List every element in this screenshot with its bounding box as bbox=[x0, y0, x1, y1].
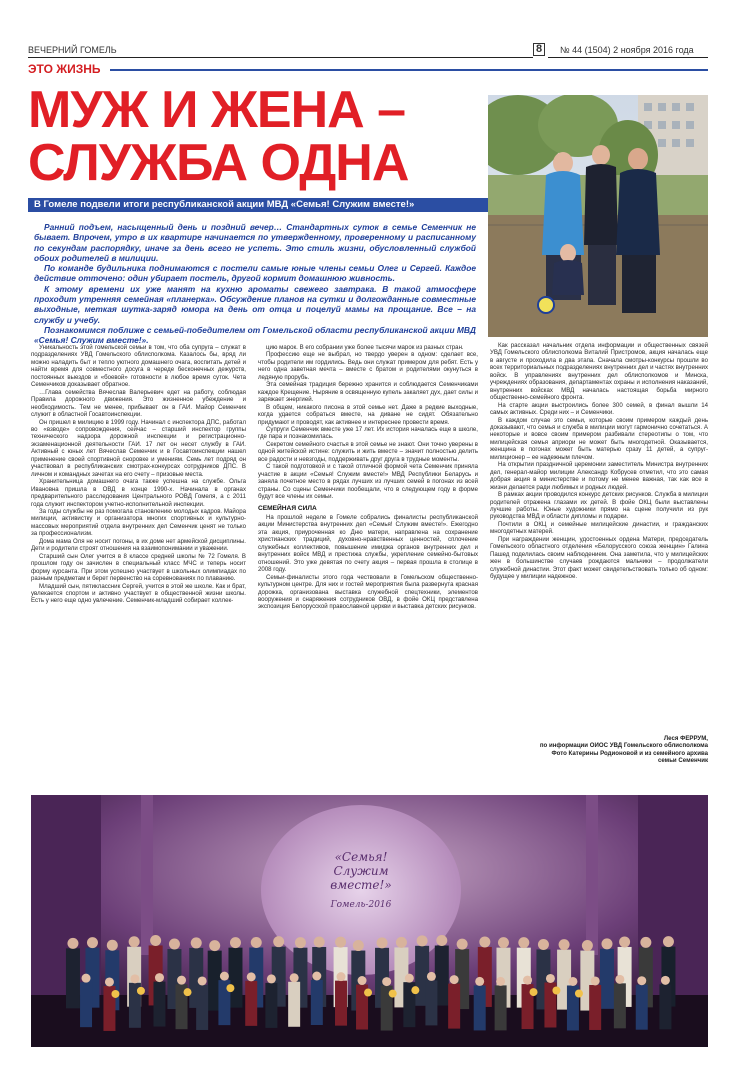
family-photo bbox=[488, 95, 708, 337]
col2b-p2: Семьи-финалисты этого года чествовали в Гомельском общественно-культурном центре. Для них и гостей мероприятия была развернута красная дорожка, организована выставка служебной спецтехники, элементов вооружения и снаряжения сотрудников ОВД, в фойе ОКЦ представлена экспозиция Белорусской православной церкви и выставка детских рисунков. bbox=[258, 573, 478, 611]
col1-p3: Он пришел в милицию в 1999 году. Начинал с инспектора ДПС, работал во «взводе» сопровождения, сейчас – старший инспектор группы технического надзора дорожной инспекции и регистрационно-экзаменационной деятельности ГАИ. 17 лет он несет службу в ГАИ. Активный с юных лет Вячеслав Семенчик и в Госавтоинспекции нашел применение своей спортивной сноровке и умениям. Семь лет подряд он участвовал в республиканских смотрах-конкурсах сотрудников ДПС. В личном и командных зачетах на его счету – призовые места. bbox=[31, 418, 246, 478]
col2-p2: Профессию еще не выбрал, но твердо уверен в одном: сделает все, чтобы родители им гордились. Ведь они служат примером для ребят. Есть у него одна заветная мечта – вместе с братом и родителями окунуться в ледяную прорубь. bbox=[258, 351, 478, 381]
col3-p4: На открытии праздничной церемонии заместитель Министра внутренних дел, генерал-майор милиции Александр Кобрусев отметил, что это самая добрая акция в министерстве и потому не менее важная, так как все в жизни делается ради любимых и родных людей. bbox=[490, 461, 708, 491]
col2b-p1: На прошлой неделе в Гомеле собрались финалисты республиканской акции Министерства внутренних дел «Семья! Служим вместе!». Ежегодно эта акция, приуроченная ко Дню матери, направлена на сохранение христианских традиций, духовно-нравственных ценностей, сплочение служебных коллективов, повышение имиджа органов внутренних дел и внутренних войск МВД и престижа службы, укрепление семейно-бытовых отношений. Это уже девятая по счету акция – первая прошла в столице в 2008 году. bbox=[258, 513, 478, 574]
col1-p4: Хранительница домашнего очага также успешна на службе. Ольга Ивановна пришла в ОВД в конце 1990-х. Начинала в органах предварительного расследования Центрального РОВД Гомеля, а с 2011 года служит инспектором учетно-исполнительной инспекции. bbox=[31, 478, 246, 508]
byline bbox=[490, 735, 708, 765]
article-column-3 bbox=[490, 342, 708, 734]
headline-line2: СЛУЖБА ОДНА bbox=[28, 134, 409, 192]
stage-banner bbox=[306, 850, 416, 912]
col1-p1: Уникальность этой гомельской семьи в том, что оба супруга – служат в подразделениях УВД Гомельского облисполкома. Казалось бы, вряд ли можно наладить быт и тепло уютного домашнего очага, воспитать детей и найти время для совместного досуга в череде бесконечных дежурств, постоянных выездов и «боевой» готовности в любое время суток. Чета Семенчиков доказывает обратное. bbox=[31, 344, 246, 389]
col3-p7: При награждении женщин, удостоенных ордена Матери, председатель Гомельского областного отделения «Белорусского союза женщин» Галина Пашед поделилась своим наблюдением. Она заметила, что у милицейских жен в большинстве случаев рождаются мальчики – продолжатели служебной династии. Этот факт может свидетельствовать только об одном: будущее у милиции надежное. bbox=[490, 535, 708, 581]
page-number: 8 bbox=[533, 43, 545, 56]
byline-photo-credit: Фото Катерины Родионовой и из семейного архива bbox=[551, 749, 708, 757]
col2-p5: Супруги Семенчик вместе уже 17 лет. Их история началась еще в школе, где пара и познакомилась. bbox=[258, 425, 478, 441]
byline-author: Леся ФЕРРУМ, bbox=[663, 735, 708, 742]
col3-p5: В рамках акции проводился конкурс детских рисунков. Служба в милиции родителей отражена глазами их детей. В фойе ОКЦ были выставлены лучшие работы. Юные художники прямо на сцене получили из рук руководства МВД и области дипломы и подарки. bbox=[490, 491, 708, 521]
col2-p7: С такой подготовкой и с такой отличной формой чета Семенчик приняла участие в акции «Семья! Служим вместе!» МВД Республики Беларусь и заняла почетное место в рядах лучших из лучших семей в погонах из всей страны. Со сцены Семенчики пообещали, что в следующем году в форме будут все члены их семьи. bbox=[258, 463, 478, 501]
stage-banner-line1: «Семья! bbox=[334, 850, 388, 864]
stage-banner-line3: Гомель-2016 bbox=[330, 900, 392, 910]
lead-p4: Познакомимся поближе с семьей-победителем от Гомельской области республиканской акции МВД «Семья! Служим вместе!». bbox=[34, 324, 476, 346]
col1-p5: За годы службы не раз помогала становлению молодых кадров. Майора милиции, активистку и организатора многих спортивных и культурно-массовых мероприятий отдела внутренних дел Семенчик ценят не только за профессионализм. bbox=[31, 507, 246, 538]
byline-source: по информации ОИОС УВД Гомельского облисполкома bbox=[539, 742, 708, 750]
col2-p4: В общем, никакого писона в этой семье нет. Даже в редкие выходные, когда удается собраться вместе, на диване не сидят. Обязательно придумают и проводят, как активнее и интереснее провести время. bbox=[258, 403, 478, 426]
col1-p6: Дома мама Оля не носит погоны, в их доме нет армейской дисциплины. Дети и родители строят отношения на взаимопонимании и уважении. bbox=[31, 537, 246, 553]
article-column-2 bbox=[258, 344, 478, 780]
subtitle-bar: В Гомеле подвели итоги республиканской акции МВД «Семья! Служим вместе!» bbox=[28, 198, 488, 212]
header-rule bbox=[28, 57, 533, 58]
col1-p7: Старший сын Олег учится в 8 классе средней школы № 72 Гомеля. В прошлом году он зачислен в специальный класс МЧС и теперь носит форму курсанта. При этом успешно участвует в школьных олимпиадах по разным предметам и берет первенство на соревнованиях по плаванию. bbox=[31, 552, 246, 583]
ceremony-photo bbox=[31, 795, 708, 1047]
header-rule-right bbox=[548, 57, 708, 58]
col3-p6: Почтили в ОКЦ и семейные милицейские династии, и гражданских многодетных матерей. bbox=[490, 520, 708, 536]
col3-p1: Как рассказал начальник отдела информации и общественных связей УВД Гомельского облисполкома Виталий Пристромов, акция началась еще в августе и проходила в два этапа. Сначала смотры-конкурсы прошли во всех территориальных подразделениях внутренних дел и частях внутренних войск. В управлениях внутренних дел облисполкомов и Минска, учреждениях образования, департаментах охраны и исполнения наказаний, внутренних войсках МВД началась настоящая борьба мирного общественно-семейного фронта. bbox=[490, 342, 708, 402]
lead-p2: По команде будильника поднимаются с постели самые юные члены семьи Олег и Сергей. Каждое действие отточено: один убирает постель, другой кормит домашнюю живность. bbox=[34, 263, 476, 284]
col1-p2: …Глава семейства Вячеслав Валерьевич едет на работу, соблюдая Правила дорожного движения. Это жизненное убеждение и необходимость. Тем не менее, прибывает он в ГАИ. Майор Семенчик служит в областной Госавтоинспекции. bbox=[31, 388, 246, 419]
col2-p6: Секретом семейного счастья в этой семье не знают. Они точно уверены в одной житейской истине: служить и жить вместе – значит полностью делить все радости и невзгоды, поддерживать друг друга в трудные моменты. bbox=[258, 440, 478, 463]
section-line bbox=[110, 69, 708, 71]
headline-line1: МУЖ И ЖЕНА – bbox=[28, 81, 406, 139]
section-tag: ЭТО ЖИЗНЬ bbox=[28, 62, 101, 76]
lead-text bbox=[34, 222, 476, 346]
byline-family: семьи Семенчик bbox=[657, 757, 708, 765]
col1-p8: Младший сын, пятиклассник Сергей, учится в этой же школе. Как и брат, увлекается спортом и активно участвует в общественной жизни школы. Есть у него еще одно увлечение. Семенчик-младший собирает коллек- bbox=[31, 582, 246, 605]
col3-p3: В каждом случае это семьи, которые своим примером каждый день доказывают, что семья и служба в милиции могут гармонично сочетаться. А некоторые и вовсе своим примером разбивали стереотипы о том, что милицейская семья априори не может быть многодетной. Оказывается, женщина в погонах может быть матерью сразу 11 детей, а супруг-милиционер – ее надежным плечом. bbox=[490, 416, 708, 461]
issue-info: № 44 (1504) 2 ноября 2016 года bbox=[560, 45, 694, 55]
lead-p3: К этому времени их уже манят на кухню ароматы свежего завтрака. В такой атмосфере проходит утренняя семейная «планерка». Обсуждение планов на сутки и долгожданные совместные выходные, меткая шутка-заряд юмора на день от отца и поцелуй мамы на прощание. Все – на службу и учебу. bbox=[34, 283, 476, 325]
publication-name: ВЕЧЕРНИЙ ГОМЕЛЬ bbox=[28, 45, 117, 55]
col3-p2: На старте акции выстроились более 300 семей, в финал вышли 14 самых активных. Среди них – и Семенчики. bbox=[490, 401, 708, 417]
col2-subheading: СЕМЕЙНАЯ СИЛА bbox=[258, 504, 317, 512]
col2-p1: цию марок. В его собрании уже более тысячи марок из разных стран. bbox=[266, 344, 464, 351]
article-column-1 bbox=[31, 344, 246, 780]
col2-p3: Эта семейная традиция бережно хранится и соблюдается Семенчиками каждое Крещение. Ныряние в освященную купель закаляет дух, дает силы и заряжает энергией. bbox=[258, 381, 478, 404]
lead-p1: Ранний подъем, насыщенный день и поздний вечер… Стандартных суток в семье Семенчик не бывает. Впрочем, утро в их квартире начинается по утвержденному, проверенному и расписанному по секундам распорядку, иначе за день всего не успеть. Это стиль жизни, обусловленный службой обоих родителей в милиции. bbox=[34, 222, 476, 263]
stage-banner-line2: Служим вместе!» bbox=[330, 864, 392, 892]
